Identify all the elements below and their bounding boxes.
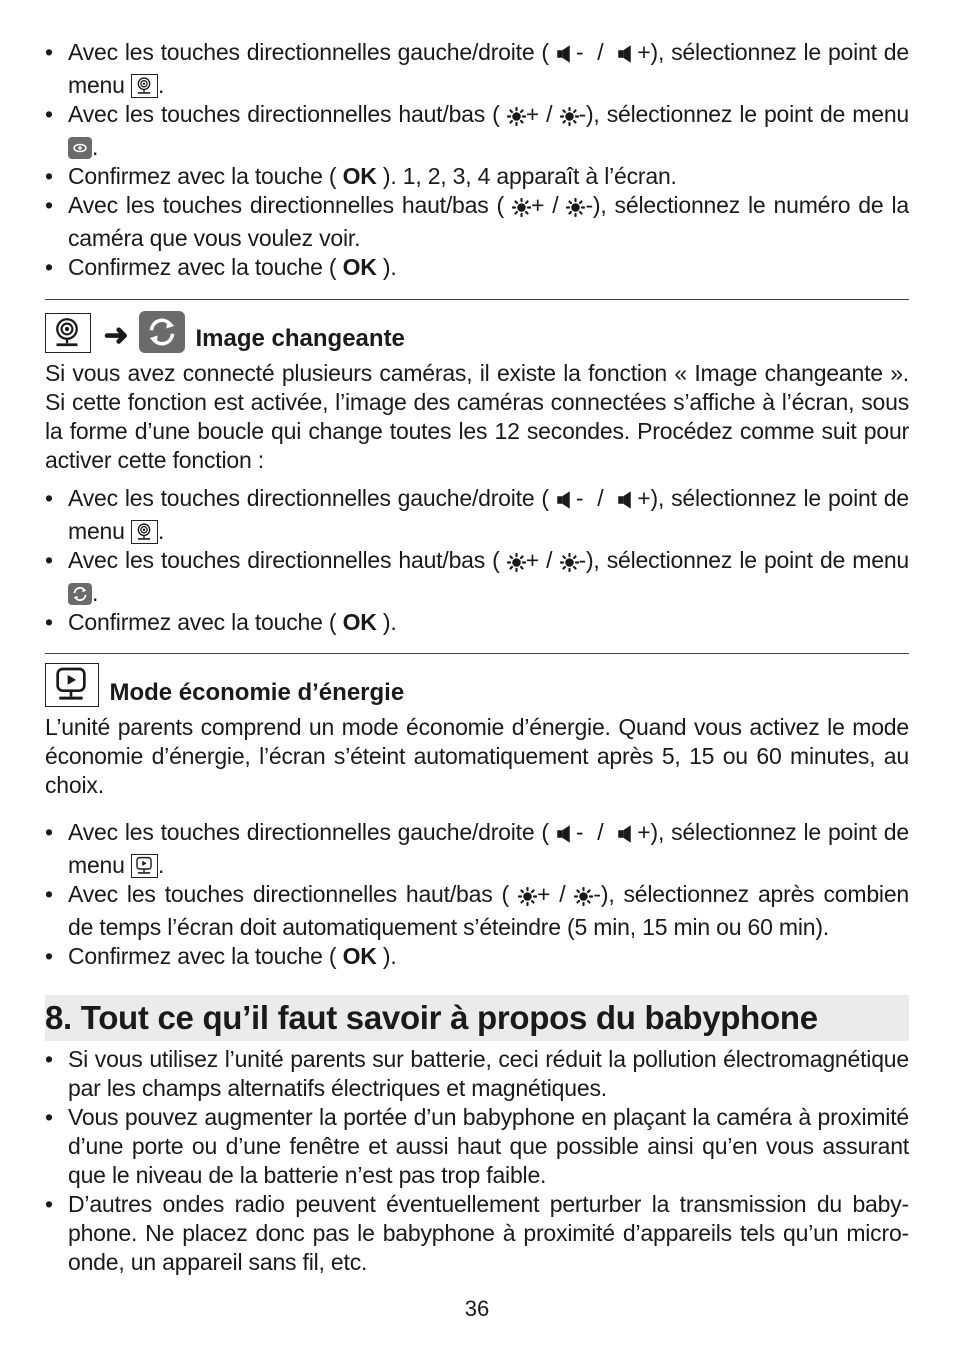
separator: /	[597, 819, 604, 845]
bullet-text: Avec les touches directionnelles haut/bas (	[68, 101, 500, 127]
minus-label: -	[575, 39, 584, 65]
period: .	[92, 134, 99, 160]
section-header	[45, 311, 909, 359]
separator: /	[559, 881, 566, 907]
separator: /	[546, 101, 553, 127]
brightness-icon	[566, 195, 585, 224]
intro-bullet-list	[45, 38, 909, 282]
plus-label: +	[531, 192, 545, 218]
list-item	[45, 546, 909, 608]
ok-key-label: OK	[342, 609, 377, 635]
separator: /	[597, 485, 604, 511]
divider	[45, 299, 909, 300]
bullet-text: ), sélectionnez le numéro de la caméra que vous voulez voir.	[68, 192, 909, 251]
volume-up-icon	[617, 42, 637, 71]
volume-down-icon	[556, 42, 576, 71]
bullet-text: Confirmez avec la touche (	[68, 254, 337, 280]
list-item	[45, 880, 909, 942]
section-8-heading: 8. Tout ce qu’il faut savoir à propos du babyphone	[45, 999, 818, 1036]
list-item	[45, 38, 909, 100]
list-item: • Si vous utilisez l’unité parents sur batterie, ceci réduit la pollution électromagnétique par les champs alternatifs électriques et magnétiques.	[45, 1045, 909, 1103]
minus-label: -	[578, 547, 586, 573]
bullet-text: Avec les touches directionnelles haut/bas (	[68, 881, 509, 907]
bullet-text: Avec les touches directionnelles haut/bas (	[68, 192, 504, 218]
minus-label: -	[575, 485, 584, 511]
plus-label: +	[525, 101, 540, 127]
bullet-text: Confirmez avec la touche (	[68, 163, 337, 189]
camera-menu-icon	[45, 313, 91, 353]
bullet-text: Avec les touches directionnelles gauche/droite (	[68, 39, 549, 65]
list-item	[45, 191, 909, 253]
period: .	[157, 518, 165, 544]
minus-label: -	[578, 101, 586, 127]
divider	[45, 653, 909, 654]
period: .	[157, 852, 165, 878]
brightness-icon	[507, 550, 526, 579]
volume-up-icon	[617, 822, 637, 851]
list-item	[45, 818, 909, 880]
bullet-text: Avec les touches directionnelles gauche/droite (	[68, 819, 549, 845]
section-image-changeante	[45, 311, 909, 637]
bullet-text: ), sélectionnez après combien de temps l’écran doit automatiquement s’éteindre (5 min, 15 min ou 60 min).	[68, 881, 910, 940]
bullet-text: ), sélectionnez le point de menu	[68, 39, 909, 98]
section-bullet-list	[45, 484, 909, 637]
document-page	[45, 36, 909, 1277]
bullet-text: ), sélectionnez le point de menu	[68, 819, 909, 878]
plus-label: +	[637, 485, 651, 511]
page-number: 36	[464, 1296, 490, 1321]
list-item	[45, 484, 909, 546]
loop-icon	[68, 583, 92, 605]
volume-down-icon	[556, 822, 576, 851]
period: .	[92, 580, 99, 606]
separator: /	[552, 192, 559, 218]
camera-menu-icon	[131, 520, 158, 544]
plus-label: +	[525, 547, 540, 573]
screen-power-icon	[131, 854, 158, 878]
list-item	[45, 942, 909, 971]
bullet-text: ), sélectionnez le point de menu	[585, 101, 910, 127]
section-energy-saving	[45, 663, 909, 971]
ok-key-label: OK	[342, 254, 377, 280]
volume-down-icon	[556, 488, 576, 517]
list-item	[45, 162, 909, 191]
plus-label: +	[637, 819, 651, 845]
brightness-icon	[518, 884, 537, 913]
plus-label: +	[637, 39, 651, 65]
bullet-text: Avec les touches directionnelles haut/bas (	[68, 547, 500, 573]
section-bullet-list	[45, 818, 909, 971]
volume-up-icon	[617, 488, 637, 517]
brightness-icon	[507, 104, 526, 133]
bullet-text: Confirmez avec la touche (	[68, 609, 337, 635]
bullet-text: Avec les touches directionnelles gauche/droite (	[68, 485, 549, 511]
section-paragraph: Si vous avez connecté plusieurs caméras, il existe la fonction « Image changeante ». Si cette fonction est activée, l’image des caméras connectées s’affiche à l’écran, sous la forme d’une boucle qui change toutes les 12 secondes. Procédez comme suit pour activer cette fonction :	[45, 360, 909, 473]
list-item: • Vous pouvez augmenter la portée d’un babyphone en plaçant la caméra à proximité d’une porte ou d’une fenêtre et aussi haut que possible ainsi qu’en vous assurant que le niveau de la batterie n’est pas trop faible.	[45, 1103, 909, 1190]
period: .	[157, 72, 165, 98]
ok-key-label: OK	[342, 163, 377, 189]
separator: /	[597, 39, 604, 65]
section-header	[45, 663, 909, 709]
section-8	[45, 995, 909, 1277]
bullet-text: ). 1, 2, 3, 4 apparaît à l’écran.	[382, 163, 677, 189]
separator: /	[546, 547, 553, 573]
brightness-icon	[574, 884, 593, 913]
list-item	[45, 608, 909, 637]
brightness-icon	[560, 550, 579, 579]
section-paragraph: L’unité parents comprend un mode économie d’énergie. Quand vous activez le mode économie d’énergie, l’écran s’éteint automatiquement après 5, 15 ou 60 minutes, au choix.	[45, 714, 909, 798]
bullet-text: ), sélectionnez le point de menu	[585, 547, 910, 573]
eye-icon	[68, 137, 92, 159]
section-title: Mode économie d’énergie	[109, 679, 405, 706]
section-title: Image changeante	[195, 325, 405, 352]
list-item	[45, 100, 909, 162]
section-8-heading-box	[45, 995, 909, 1041]
bullet-text: ).	[382, 254, 397, 280]
list-item: • D’autres ondes radio peuvent éventuellement perturber la transmission du baby-phone. Ne placez donc pas le babyphone à proximité d’appareils tels qu’un micro-onde, un appareil sans fil, etc.	[45, 1190, 909, 1277]
plus-label: +	[536, 881, 551, 907]
camera-menu-icon	[131, 74, 158, 98]
screen-power-icon	[45, 663, 99, 707]
bullet-text: ), sélectionnez le point de menu	[68, 485, 909, 544]
list-item	[45, 253, 909, 282]
brightness-icon	[560, 104, 579, 133]
section-8-bullet-list	[45, 1045, 909, 1277]
ok-key-label: OK	[342, 943, 377, 969]
minus-label: -	[593, 881, 601, 907]
loop-icon	[139, 311, 185, 353]
brightness-icon	[512, 195, 531, 224]
bullet-text: Confirmez avec la touche (	[68, 943, 337, 969]
minus-label: -	[585, 192, 593, 218]
arrow-right-icon: ➜	[103, 319, 129, 352]
bullet-text: ).	[382, 943, 397, 969]
bullet-text: ).	[382, 609, 397, 635]
minus-label: -	[575, 819, 584, 845]
